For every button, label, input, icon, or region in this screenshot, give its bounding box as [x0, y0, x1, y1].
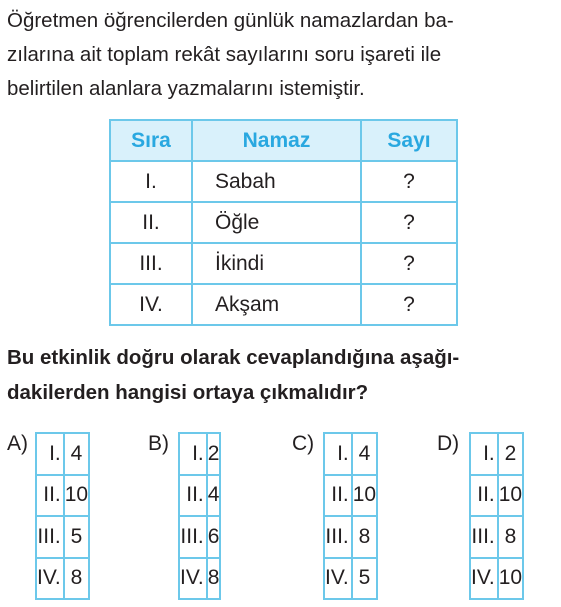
option-value: 4: [64, 433, 89, 475]
option-key: IV.: [470, 558, 498, 600]
cell-sira: II.: [110, 202, 192, 243]
option-key: II.: [470, 475, 498, 517]
cell-sira: III.: [110, 243, 192, 284]
prayer-table: [109, 119, 458, 326]
option-row: [179, 516, 220, 558]
option-value: 6: [207, 516, 221, 558]
option-key: III.: [179, 516, 207, 558]
option-value: 8: [498, 516, 523, 558]
option-row: [324, 516, 377, 558]
option-row: [470, 516, 523, 558]
cell-namaz: İkindi: [192, 243, 361, 284]
option-key: I.: [36, 433, 64, 475]
option-row: [179, 475, 220, 517]
option-value: 5: [64, 516, 89, 558]
option-table: [35, 432, 90, 600]
intro-line: Öğretmen öğrencilerden günlük namazlardan ba-: [7, 9, 454, 32]
option-value: 4: [207, 475, 221, 517]
option-key: I.: [470, 433, 498, 475]
option-value: 2: [207, 433, 221, 475]
option-value: 8: [352, 516, 377, 558]
cell-sayi: ?: [361, 202, 457, 243]
cell-sayi: ?: [361, 284, 457, 325]
option-key: III.: [324, 516, 352, 558]
option-label: B): [148, 432, 169, 455]
cell-sayi: ?: [361, 161, 457, 202]
table-row: [110, 202, 457, 243]
question-text: [7, 340, 459, 410]
option-key: IV.: [179, 558, 207, 600]
intro-text: [7, 4, 557, 106]
option-row: [36, 433, 89, 475]
option-label: A): [7, 432, 28, 455]
option-row: [179, 433, 220, 475]
option-key: III.: [36, 516, 64, 558]
option-value: 2: [498, 433, 523, 475]
table-header-row: [110, 120, 457, 161]
option-key: I.: [179, 433, 207, 475]
table-row: [110, 284, 457, 325]
cell-sira: I.: [110, 161, 192, 202]
option-row: [324, 475, 377, 517]
option-row: [324, 558, 377, 600]
question-line: dakilerden hangisi ortaya çıkmalıdır?: [7, 381, 369, 404]
option-key: IV.: [324, 558, 352, 600]
cell-sira: IV.: [110, 284, 192, 325]
option-key: IV.: [36, 558, 64, 600]
option-value: 10: [498, 558, 523, 600]
option-row: [179, 558, 220, 600]
option-value: 10: [352, 475, 377, 517]
option-value: 8: [64, 558, 89, 600]
option-table: [178, 432, 221, 600]
option-row: [36, 475, 89, 517]
intro-line: zılarına ait toplam rekât sayılarını soru işareti ile: [7, 43, 442, 66]
option-key: II.: [324, 475, 352, 517]
option-table: [323, 432, 378, 600]
header-sayi: Sayı: [361, 120, 457, 161]
option-row: [470, 558, 523, 600]
option-value: 4: [352, 433, 377, 475]
option-row: [470, 433, 523, 475]
option-label: D): [437, 432, 460, 455]
option-row: [324, 433, 377, 475]
option-row: [36, 558, 89, 600]
option-value: 10: [64, 475, 89, 517]
cell-namaz: Sabah: [192, 161, 361, 202]
option-table: [469, 432, 524, 600]
option-key: II.: [179, 475, 207, 517]
intro-line: belirtilen alanlara yazmalarını istemiştir.: [7, 77, 365, 100]
cell-namaz: Akşam: [192, 284, 361, 325]
option-value: 8: [207, 558, 221, 600]
option-value: 10: [498, 475, 523, 517]
option-value: 5: [352, 558, 377, 600]
cell-namaz: Öğle: [192, 202, 361, 243]
option-key: III.: [470, 516, 498, 558]
question-line: Bu etkinlik doğru olarak cevaplandığına aşağı-: [7, 346, 460, 369]
table-row: [110, 161, 457, 202]
cell-sayi: ?: [361, 243, 457, 284]
header-namaz: Namaz: [192, 120, 361, 161]
option-row: [470, 475, 523, 517]
option-row: [36, 516, 89, 558]
option-key: I.: [324, 433, 352, 475]
table-row: [110, 243, 457, 284]
header-sira: Sıra: [110, 120, 192, 161]
option-key: II.: [36, 475, 64, 517]
option-label: C): [292, 432, 315, 455]
